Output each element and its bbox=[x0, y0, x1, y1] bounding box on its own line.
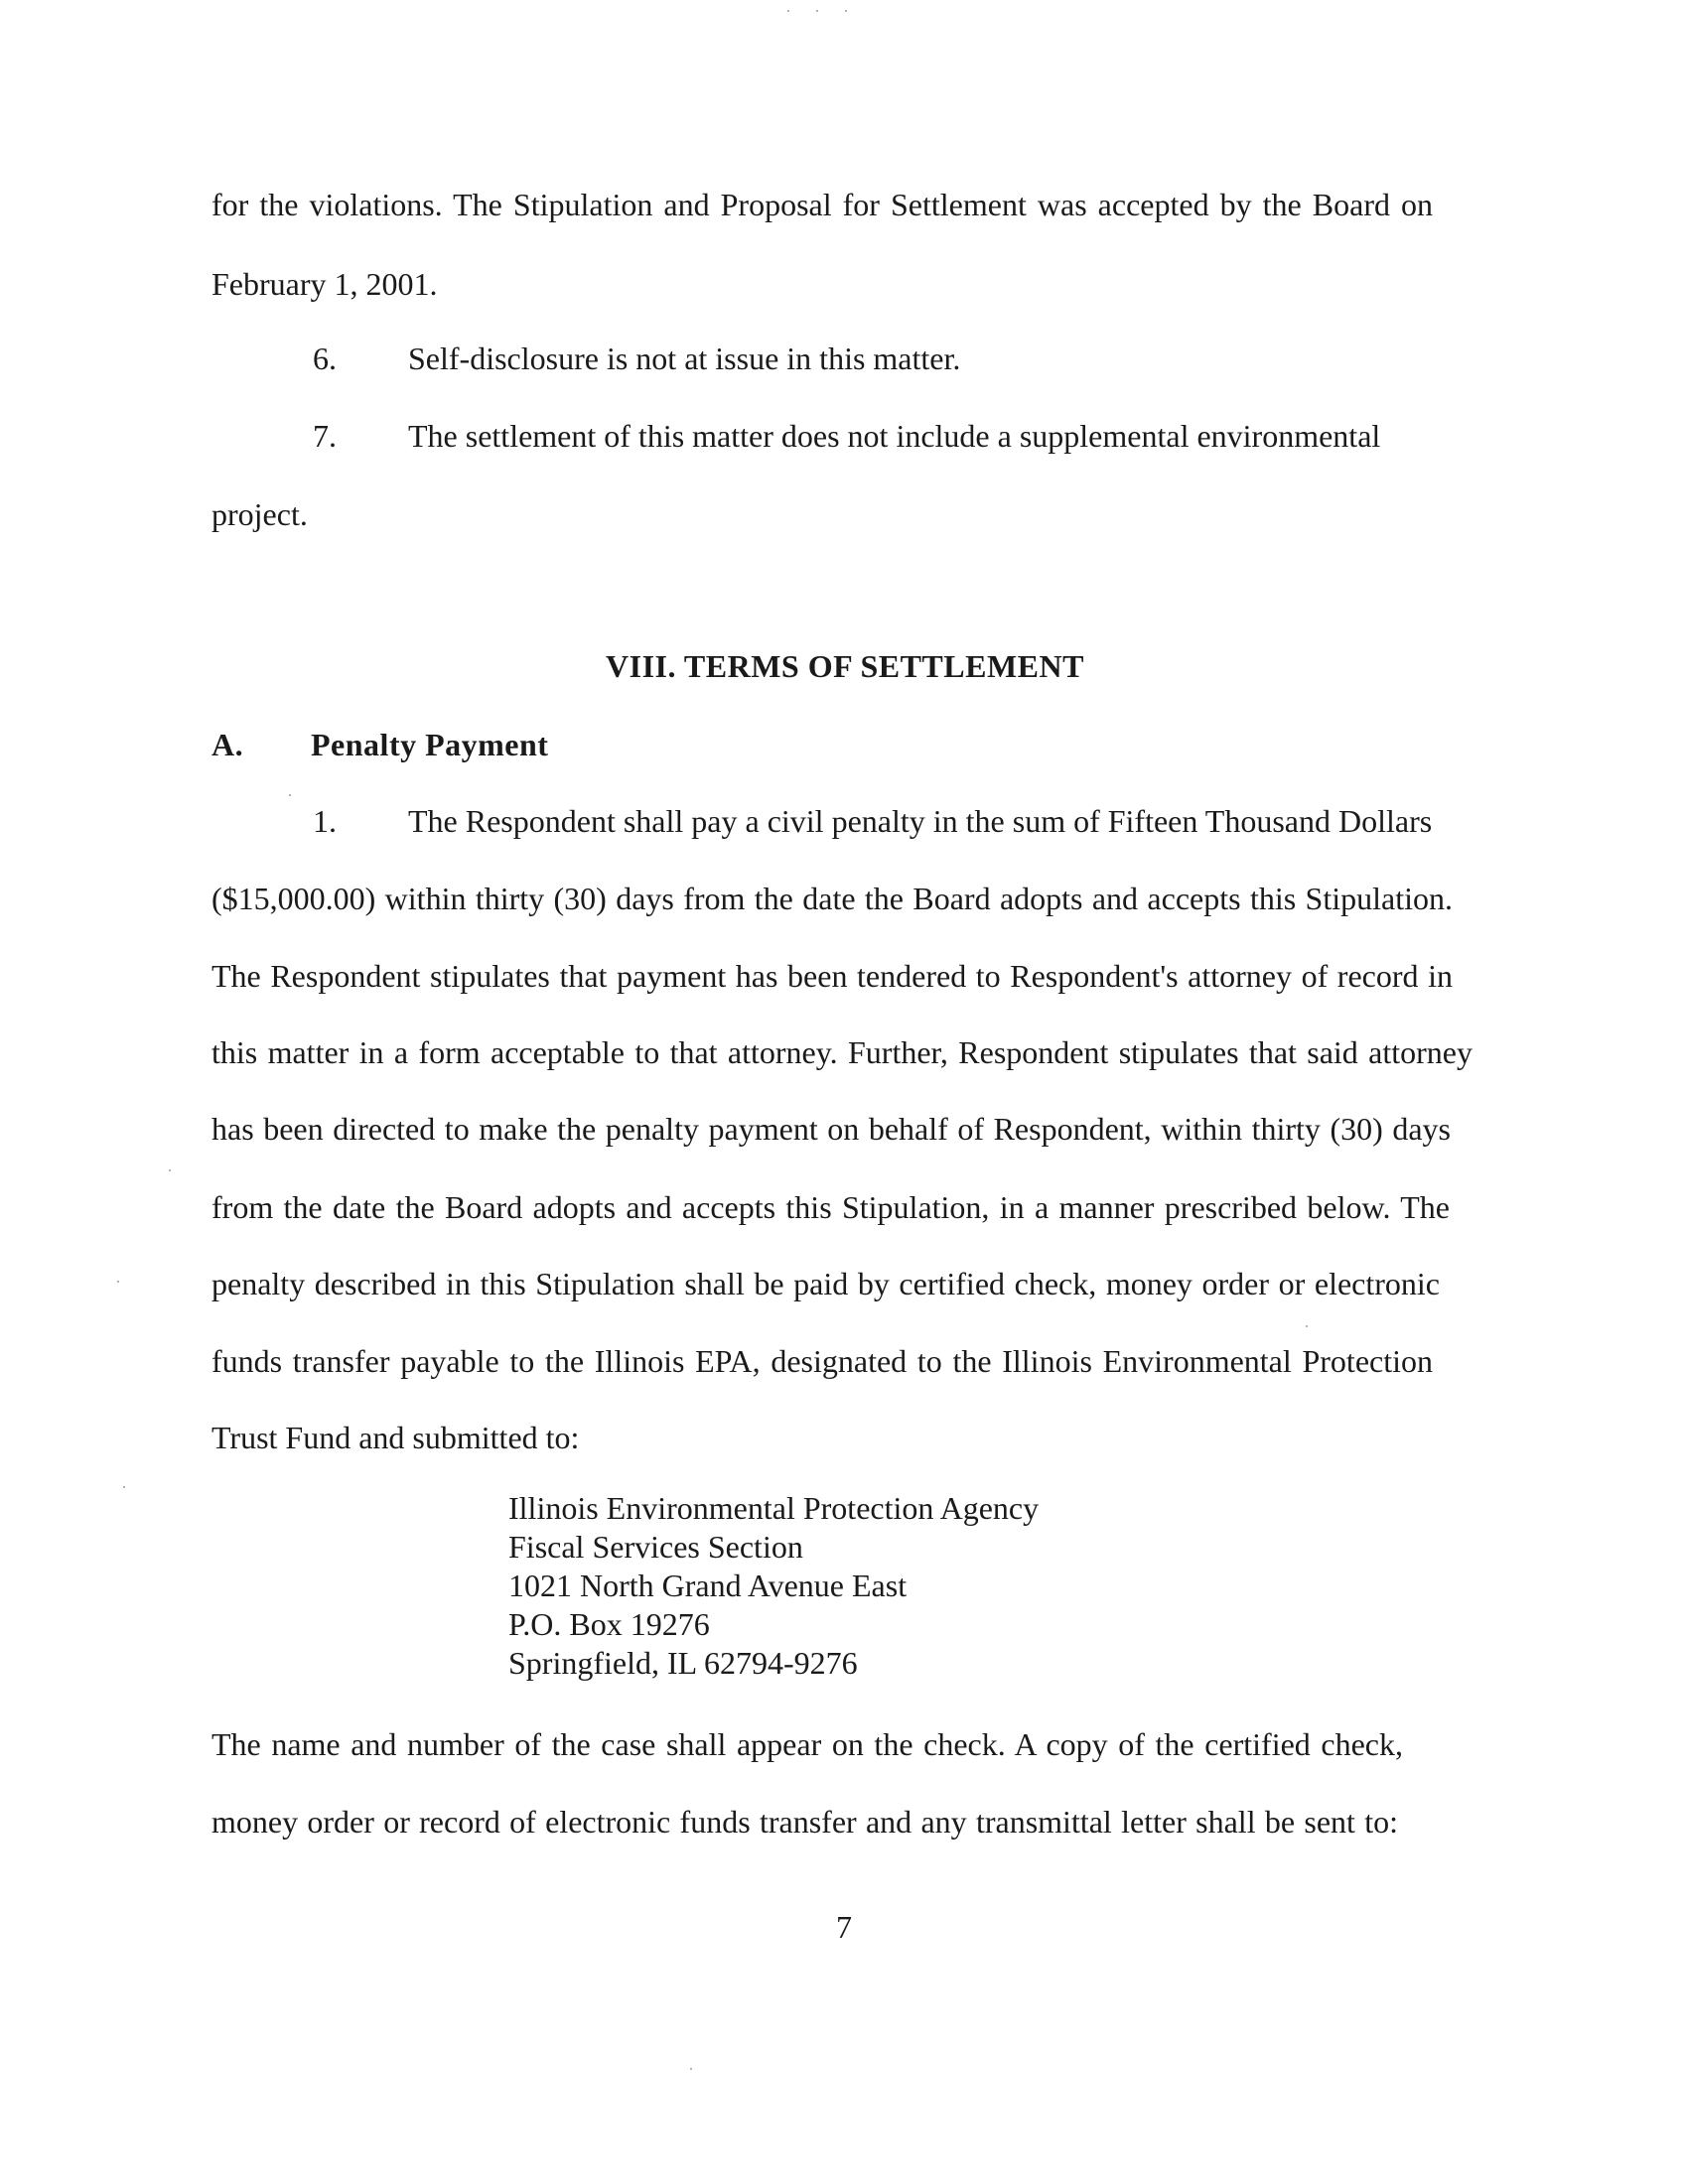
body-text-line: Self-disclosure is not at issue in this matter. bbox=[408, 341, 961, 376]
scan-speck bbox=[690, 2068, 692, 2070]
paragraph-number: 1. bbox=[313, 803, 337, 839]
address-line: P.O. Box 19276 bbox=[508, 1606, 710, 1642]
scan-speck bbox=[169, 1169, 171, 1171]
body-text-line: The settlement of this matter does not include a supplemental environmental bbox=[408, 418, 1381, 454]
address-line: Illinois Environmental Protection Agency bbox=[508, 1490, 1040, 1526]
body-text-line: Trust Fund and submitted to: bbox=[211, 1420, 580, 1455]
subsection-title: Penalty Payment bbox=[311, 727, 549, 762]
mailing-address bbox=[508, 1489, 1039, 1683]
body-text-line: has been directed to make the penalty payment on behalf of Respondent, within thirty (30) days bbox=[211, 1111, 1451, 1147]
scan-speck bbox=[1306, 1325, 1308, 1327]
scan-speck bbox=[787, 10, 789, 12]
body-text-line: this matter in a form acceptable to that attorney. Further, Respondent stipulates that said attorney bbox=[211, 1034, 1473, 1070]
paragraph-number: 7. bbox=[313, 418, 337, 454]
body-text-line: funds transfer payable to the Illinois EPA, designated to the Illinois Environmental Protection bbox=[211, 1343, 1433, 1379]
body-text-line: The Respondent stipulates that payment has been tendered to Respondent's attorney of record in bbox=[211, 958, 1453, 994]
body-text-line: ($15,000.00) within thirty (30) days from the date the Board adopts and accepts this Stipulation. bbox=[211, 881, 1453, 916]
body-text-line: The Respondent shall pay a civil penalty in the sum of Fifteen Thousand Dollars bbox=[408, 803, 1433, 839]
body-text-line: penalty described in this Stipulation shall be paid by certified check, money order or electronic bbox=[211, 1266, 1440, 1301]
scan-speck bbox=[289, 794, 291, 796]
scan-speck bbox=[123, 1486, 125, 1488]
body-text-line: The name and number of the case shall appear on the check. A copy of the certified check, bbox=[211, 1726, 1403, 1762]
subsection-letter: A. bbox=[211, 727, 244, 762]
body-text-line: for the violations. The Stipulation and Proposal for Settlement was accepted by the Board on bbox=[211, 187, 1433, 222]
body-text-line: project. bbox=[211, 496, 308, 532]
address-line: 1021 North Grand Avenue East bbox=[508, 1568, 908, 1603]
paragraph-number: 6. bbox=[313, 341, 337, 376]
page-number: 7 bbox=[836, 1909, 852, 1945]
body-text-line: from the date the Board adopts and accepts this Stipulation, in a manner prescribed below. The bbox=[211, 1189, 1450, 1225]
address-line: Springfield, IL 62794-9276 bbox=[508, 1645, 858, 1681]
scan-speck bbox=[117, 1281, 119, 1283]
body-text-line: February 1, 2001. bbox=[211, 266, 438, 302]
address-line: Fiscal Services Section bbox=[508, 1529, 803, 1565]
scan-speck bbox=[816, 10, 818, 12]
body-text-line: money order or record of electronic funds transfer and any transmittal letter shall be sent to: bbox=[211, 1804, 1398, 1840]
section-heading: VIII. TERMS OF SETTLEMENT bbox=[606, 648, 1084, 684]
scan-speck bbox=[845, 10, 847, 12]
